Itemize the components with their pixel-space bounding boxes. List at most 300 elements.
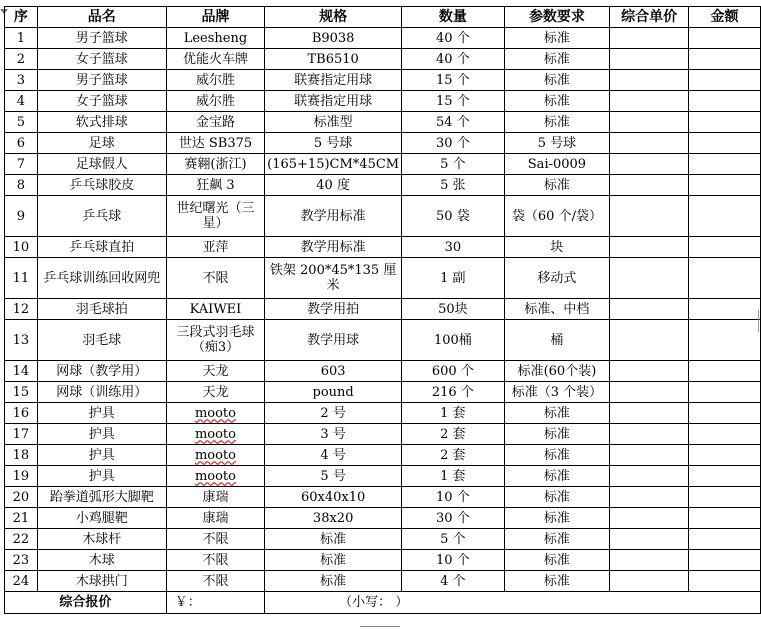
- cell-brand[interactable]: [166, 133, 264, 154]
- cell-brand[interactable]: [166, 571, 264, 592]
- cell-unit-price[interactable]: [610, 154, 689, 175]
- no-text: 2: [16, 51, 26, 67]
- param-text: 标准: [543, 531, 570, 547]
- param-text: 标准: [543, 426, 570, 442]
- brand-text: 不限: [202, 531, 229, 547]
- cell-qty[interactable]: [402, 154, 505, 175]
- cell-amount[interactable]: [689, 112, 761, 133]
- cell-qty[interactable]: [402, 299, 505, 320]
- no-text: 14: [12, 363, 30, 379]
- cell-qty[interactable]: [402, 382, 505, 403]
- footer-total-label: 综合报价: [5, 592, 167, 614]
- cell-spec[interactable]: [265, 382, 402, 403]
- table-row: [5, 196, 761, 237]
- cell-qty[interactable]: [402, 196, 505, 237]
- spec-text: 标准: [320, 573, 347, 589]
- cell-amount[interactable]: [689, 133, 761, 154]
- cell-name[interactable]: [37, 91, 166, 112]
- cell-amount[interactable]: [689, 237, 761, 258]
- cell-qty[interactable]: [402, 466, 505, 487]
- cell-spec[interactable]: [265, 91, 402, 112]
- qty-text: 2 套: [440, 447, 466, 463]
- qty-text: 10 个: [436, 552, 470, 568]
- table-row: [5, 258, 761, 299]
- cell-param[interactable]: [504, 299, 610, 320]
- name-text: 网球（训练用）: [56, 384, 148, 400]
- cell-spec[interactable]: [265, 571, 402, 592]
- cell-spec[interactable]: [265, 49, 402, 70]
- cell-name[interactable]: [37, 424, 166, 445]
- cell-amount[interactable]: [689, 424, 761, 445]
- cell-unit-price[interactable]: [610, 91, 689, 112]
- spec-text: 5 号: [320, 468, 346, 484]
- cell-spec[interactable]: [265, 70, 402, 91]
- cell-amount[interactable]: [689, 382, 761, 403]
- header-no: 序: [5, 7, 38, 28]
- no-text: 16: [12, 405, 30, 421]
- quotation-sheet: [4, 6, 761, 614]
- cell-qty[interactable]: [402, 361, 505, 382]
- cell-unit-price[interactable]: [610, 550, 689, 571]
- name-text: 羽毛球拍: [75, 301, 128, 317]
- cell-amount[interactable]: [689, 91, 761, 112]
- cell-param[interactable]: [504, 320, 610, 361]
- cell-unit-price[interactable]: [610, 133, 689, 154]
- cell-spec[interactable]: [265, 175, 402, 196]
- param-text: 标准: [543, 30, 570, 46]
- cell-unit-price[interactable]: [610, 196, 689, 237]
- cell-param[interactable]: [504, 258, 610, 299]
- cell-no[interactable]: [5, 529, 38, 550]
- spec-text: 38x20: [312, 510, 354, 526]
- cell-unit-price[interactable]: [610, 28, 689, 49]
- cell-param[interactable]: [504, 154, 610, 175]
- cell-name[interactable]: [37, 487, 166, 508]
- qty-text: 600 个: [431, 363, 474, 379]
- cell-no[interactable]: [5, 403, 38, 424]
- no-text: 6: [16, 135, 26, 151]
- cell-amount[interactable]: [689, 175, 761, 196]
- cell-brand[interactable]: [166, 403, 264, 424]
- cell-param[interactable]: [504, 70, 610, 91]
- cell-brand[interactable]: [166, 529, 264, 550]
- no-text: 12: [12, 301, 30, 317]
- cell-name[interactable]: [37, 550, 166, 571]
- spec-text: 40 度: [316, 177, 350, 193]
- cell-brand[interactable]: [166, 487, 264, 508]
- cell-spec[interactable]: [265, 424, 402, 445]
- cell-param[interactable]: [504, 466, 610, 487]
- cell-brand[interactable]: [166, 550, 264, 571]
- cell-brand[interactable]: [166, 70, 264, 91]
- cell-no[interactable]: [5, 133, 38, 154]
- cell-name[interactable]: [37, 299, 166, 320]
- qty-text: 5 个: [440, 156, 466, 172]
- cell-amount[interactable]: [689, 487, 761, 508]
- qty-text: 30 个: [436, 510, 470, 526]
- cell-spec[interactable]: [265, 133, 402, 154]
- cell-unit-price[interactable]: [610, 508, 689, 529]
- cell-qty[interactable]: [402, 571, 505, 592]
- cell-amount[interactable]: [689, 550, 761, 571]
- cell-no[interactable]: [5, 466, 38, 487]
- name-text: 女子篮球: [75, 93, 128, 109]
- name-text: 足球: [88, 135, 115, 151]
- spec-text: 标准: [320, 552, 347, 568]
- cell-spec[interactable]: [265, 508, 402, 529]
- param-text: 标准: [543, 447, 570, 463]
- cell-qty[interactable]: [402, 258, 505, 299]
- cell-spec[interactable]: [265, 28, 402, 49]
- cell-amount[interactable]: [689, 320, 761, 361]
- cell-unit-price[interactable]: [610, 320, 689, 361]
- cell-unit-price[interactable]: [610, 112, 689, 133]
- table-row: [5, 445, 761, 466]
- cell-amount[interactable]: [689, 571, 761, 592]
- brand-text: 赛翱(浙江): [184, 156, 247, 172]
- footer-currency[interactable]: ￥：: [166, 592, 264, 614]
- name-text: 男子篮球: [75, 72, 128, 88]
- cell-spec[interactable]: [265, 154, 402, 175]
- cell-qty[interactable]: [402, 91, 505, 112]
- no-text: 4: [16, 93, 26, 109]
- cell-qty[interactable]: [402, 508, 505, 529]
- cell-amount[interactable]: [689, 49, 761, 70]
- cell-brand[interactable]: [166, 445, 264, 466]
- name-text: 乒乓球胶皮: [69, 177, 135, 193]
- cell-unit-price[interactable]: [610, 175, 689, 196]
- name-text: 软式排球: [75, 114, 128, 130]
- cell-name[interactable]: [37, 196, 166, 237]
- cell-amount[interactable]: [689, 28, 761, 49]
- spec-text: 教学用标准: [300, 239, 366, 255]
- table-row: [5, 28, 761, 49]
- cell-param[interactable]: [504, 175, 610, 196]
- cell-unit-price[interactable]: [610, 258, 689, 299]
- cell-no[interactable]: [5, 112, 38, 133]
- cell-brand[interactable]: [166, 299, 264, 320]
- cell-no[interactable]: [5, 175, 38, 196]
- cell-amount[interactable]: [689, 508, 761, 529]
- cell-name[interactable]: [37, 571, 166, 592]
- spec-text: 4 号: [320, 447, 346, 463]
- cell-no[interactable]: [5, 91, 38, 112]
- param-text: 桶: [550, 332, 564, 348]
- cell-spec[interactable]: [265, 445, 402, 466]
- cell-brand[interactable]: [166, 466, 264, 487]
- footer-lowercase[interactable]: （小写： ）: [265, 592, 761, 614]
- cell-param[interactable]: [504, 403, 610, 424]
- param-text: 标准: [543, 552, 570, 568]
- cell-unit-price[interactable]: [610, 361, 689, 382]
- cell-spec[interactable]: [265, 237, 402, 258]
- cell-name[interactable]: [37, 382, 166, 403]
- cell-name[interactable]: [37, 133, 166, 154]
- footer-row: [5, 592, 761, 614]
- cell-name[interactable]: [37, 361, 166, 382]
- cell-qty[interactable]: [402, 320, 505, 361]
- header-name: 品名: [37, 7, 166, 28]
- qty-text: 1 副: [440, 270, 466, 286]
- cell-brand[interactable]: [166, 28, 264, 49]
- brand-text: 康瑞: [202, 510, 229, 526]
- table-row: [5, 424, 761, 445]
- cell-unit-price[interactable]: [610, 445, 689, 466]
- cell-no[interactable]: [5, 49, 38, 70]
- table-row: [5, 175, 761, 196]
- cell-spec[interactable]: [265, 403, 402, 424]
- table-row: [5, 361, 761, 382]
- cell-no[interactable]: [5, 424, 38, 445]
- cell-no[interactable]: [5, 237, 38, 258]
- cell-name[interactable]: [37, 445, 166, 466]
- cell-no[interactable]: [5, 487, 38, 508]
- cell-name[interactable]: [37, 237, 166, 258]
- cell-name[interactable]: [37, 154, 166, 175]
- spec-text: 教学用标准: [300, 208, 366, 224]
- cell-unit-price[interactable]: [610, 424, 689, 445]
- cell-spec[interactable]: [265, 112, 402, 133]
- cell-unit-price[interactable]: [610, 237, 689, 258]
- cell-brand[interactable]: [166, 361, 264, 382]
- cell-qty[interactable]: [402, 445, 505, 466]
- cell-qty[interactable]: [402, 175, 505, 196]
- spec-text: 联赛指定用球: [294, 72, 373, 88]
- brand-text: 金宝路: [195, 114, 235, 130]
- qty-text: 40 个: [436, 30, 470, 46]
- param-text: 块: [550, 239, 564, 255]
- brand-text: 亚萍: [202, 239, 229, 255]
- cell-no[interactable]: [5, 320, 38, 361]
- cell-no[interactable]: [5, 508, 38, 529]
- brand-text: 威尔胜: [195, 93, 235, 109]
- name-text: 男子篮球: [75, 30, 128, 46]
- no-text: 15: [12, 384, 30, 400]
- name-text: 木球杆: [82, 531, 122, 547]
- cell-unit-price[interactable]: [610, 487, 689, 508]
- cell-param[interactable]: [504, 133, 610, 154]
- cell-name[interactable]: [37, 49, 166, 70]
- cell-no[interactable]: [5, 382, 38, 403]
- cell-amount[interactable]: [689, 196, 761, 237]
- cell-spec[interactable]: [265, 299, 402, 320]
- cell-no[interactable]: [5, 154, 38, 175]
- cell-param[interactable]: [504, 571, 610, 592]
- cell-amount[interactable]: [689, 70, 761, 91]
- cell-qty[interactable]: [402, 133, 505, 154]
- cell-spec[interactable]: [265, 361, 402, 382]
- no-text: 20: [12, 489, 30, 505]
- cell-no[interactable]: [5, 550, 38, 571]
- param-text: 标准: [543, 51, 570, 67]
- no-text: 19: [12, 468, 30, 484]
- cell-no[interactable]: [5, 28, 38, 49]
- cell-qty[interactable]: [402, 28, 505, 49]
- param-text: 标准: [543, 177, 570, 193]
- header-brand: 品牌: [166, 7, 264, 28]
- spec-text: 铁架 200*45*135 厘米: [269, 263, 397, 293]
- cell-param[interactable]: [504, 529, 610, 550]
- name-text: 女子篮球: [75, 51, 128, 67]
- cell-amount[interactable]: [689, 403, 761, 424]
- cell-spec[interactable]: [265, 196, 402, 237]
- cell-brand[interactable]: [166, 382, 264, 403]
- cell-unit-price[interactable]: [610, 299, 689, 320]
- cell-param[interactable]: [504, 361, 610, 382]
- brand-text: 狂飙 3: [196, 177, 235, 193]
- cell-spec[interactable]: [265, 529, 402, 550]
- cell-no[interactable]: [5, 258, 38, 299]
- cell-amount[interactable]: [689, 299, 761, 320]
- cell-brand[interactable]: [166, 154, 264, 175]
- spec-text: TB6510: [307, 51, 359, 67]
- qty-text: 15 个: [436, 72, 470, 88]
- cell-qty[interactable]: [402, 529, 505, 550]
- param-text: 标准: [543, 510, 570, 526]
- cell-amount[interactable]: [689, 154, 761, 175]
- table-row: [5, 320, 761, 361]
- brand-text: 不限: [202, 552, 229, 568]
- cell-unit-price[interactable]: [610, 49, 689, 70]
- cell-brand[interactable]: [166, 258, 264, 299]
- cell-amount[interactable]: [689, 445, 761, 466]
- header-param: 参数要求: [504, 7, 610, 28]
- cell-no[interactable]: [5, 299, 38, 320]
- table-row: [5, 237, 761, 258]
- cell-name[interactable]: [37, 403, 166, 424]
- cell-name[interactable]: [37, 529, 166, 550]
- quotation-table: [4, 6, 761, 614]
- cell-brand[interactable]: [166, 237, 264, 258]
- cell-name[interactable]: [37, 28, 166, 49]
- cell-unit-price[interactable]: [610, 403, 689, 424]
- cell-unit-price[interactable]: [610, 466, 689, 487]
- cell-unit-price[interactable]: [610, 382, 689, 403]
- cell-name[interactable]: [37, 70, 166, 91]
- cell-spec[interactable]: [265, 320, 402, 361]
- brand-text: mooto: [194, 468, 236, 484]
- qty-text: 10 个: [436, 489, 470, 505]
- cell-param[interactable]: [504, 91, 610, 112]
- table-row: [5, 154, 761, 175]
- cell-no[interactable]: [5, 571, 38, 592]
- brand-text: Leesheng: [183, 30, 248, 46]
- param-text: 移动式: [537, 270, 577, 286]
- cell-no[interactable]: [5, 196, 38, 237]
- name-text: 护具: [88, 447, 115, 463]
- cell-param[interactable]: [504, 196, 610, 237]
- cell-param[interactable]: [504, 487, 610, 508]
- header-unit-price: 综合单价: [610, 7, 689, 28]
- cell-brand[interactable]: [166, 175, 264, 196]
- cell-param[interactable]: [504, 28, 610, 49]
- cell-qty[interactable]: [402, 237, 505, 258]
- spec-text: 标准: [320, 531, 347, 547]
- cell-brand[interactable]: [166, 112, 264, 133]
- cell-name[interactable]: [37, 112, 166, 133]
- spec-text: B9038: [311, 30, 355, 46]
- table-row: [5, 571, 761, 592]
- cell-qty[interactable]: [402, 403, 505, 424]
- cell-spec[interactable]: [265, 550, 402, 571]
- brand-text: 天龙: [202, 384, 229, 400]
- cell-param[interactable]: [504, 112, 610, 133]
- cell-spec[interactable]: [265, 466, 402, 487]
- cell-param[interactable]: [504, 508, 610, 529]
- cell-brand[interactable]: [166, 424, 264, 445]
- cell-amount[interactable]: [689, 529, 761, 550]
- cell-brand[interactable]: [166, 49, 264, 70]
- cell-unit-price[interactable]: [610, 70, 689, 91]
- cell-brand[interactable]: [166, 508, 264, 529]
- cell-amount[interactable]: [689, 466, 761, 487]
- cell-amount[interactable]: [689, 258, 761, 299]
- spec-text: (165+15)CM*45CM: [267, 156, 400, 172]
- qty-text: 100桶: [433, 332, 472, 348]
- header-amount: 金额: [689, 7, 761, 28]
- cell-param[interactable]: [504, 445, 610, 466]
- cell-qty[interactable]: [402, 70, 505, 91]
- qty-text: 54 个: [436, 114, 470, 130]
- table-row: [5, 49, 761, 70]
- param-text: 标准: [543, 489, 570, 505]
- cell-param[interactable]: [504, 237, 610, 258]
- cell-spec[interactable]: [265, 487, 402, 508]
- qty-text: 4 个: [440, 573, 466, 589]
- cell-qty[interactable]: [402, 424, 505, 445]
- brand-text: 优能火车牌: [182, 51, 248, 67]
- cell-unit-price[interactable]: [610, 529, 689, 550]
- cell-unit-price[interactable]: [610, 571, 689, 592]
- cell-amount[interactable]: [689, 361, 761, 382]
- cell-spec[interactable]: [265, 258, 402, 299]
- param-text: 标准: [543, 405, 570, 421]
- cell-qty[interactable]: [402, 550, 505, 571]
- brand-text: mooto: [194, 426, 236, 442]
- cell-qty[interactable]: [402, 487, 505, 508]
- brand-text: mooto: [194, 447, 236, 463]
- cell-no[interactable]: [5, 70, 38, 91]
- cell-name[interactable]: [37, 466, 166, 487]
- no-text: 22: [12, 531, 30, 547]
- cell-param[interactable]: [504, 49, 610, 70]
- cell-param[interactable]: [504, 382, 610, 403]
- table-row: [5, 550, 761, 571]
- cell-param[interactable]: [504, 424, 610, 445]
- param-text: 标准: [543, 468, 570, 484]
- cell-name[interactable]: [37, 320, 166, 361]
- table-row: [5, 529, 761, 550]
- cell-param[interactable]: [504, 550, 610, 571]
- param-text: 标准: [543, 573, 570, 589]
- cell-qty[interactable]: [402, 49, 505, 70]
- param-text: 标准: [543, 93, 570, 109]
- no-text: 8: [16, 177, 26, 193]
- cell-qty[interactable]: [402, 112, 505, 133]
- no-text: 7: [16, 156, 26, 172]
- param-text: 标准（3 个装）: [511, 384, 603, 400]
- cell-name[interactable]: [37, 258, 166, 299]
- cell-name[interactable]: [37, 508, 166, 529]
- cell-brand[interactable]: [166, 91, 264, 112]
- param-text: 标准: [543, 72, 570, 88]
- cell-brand[interactable]: [166, 320, 264, 361]
- cell-brand[interactable]: [166, 196, 264, 237]
- cell-name[interactable]: [37, 175, 166, 196]
- cell-no[interactable]: [5, 445, 38, 466]
- brand-text: 不限: [202, 573, 229, 589]
- cell-no[interactable]: [5, 361, 38, 382]
